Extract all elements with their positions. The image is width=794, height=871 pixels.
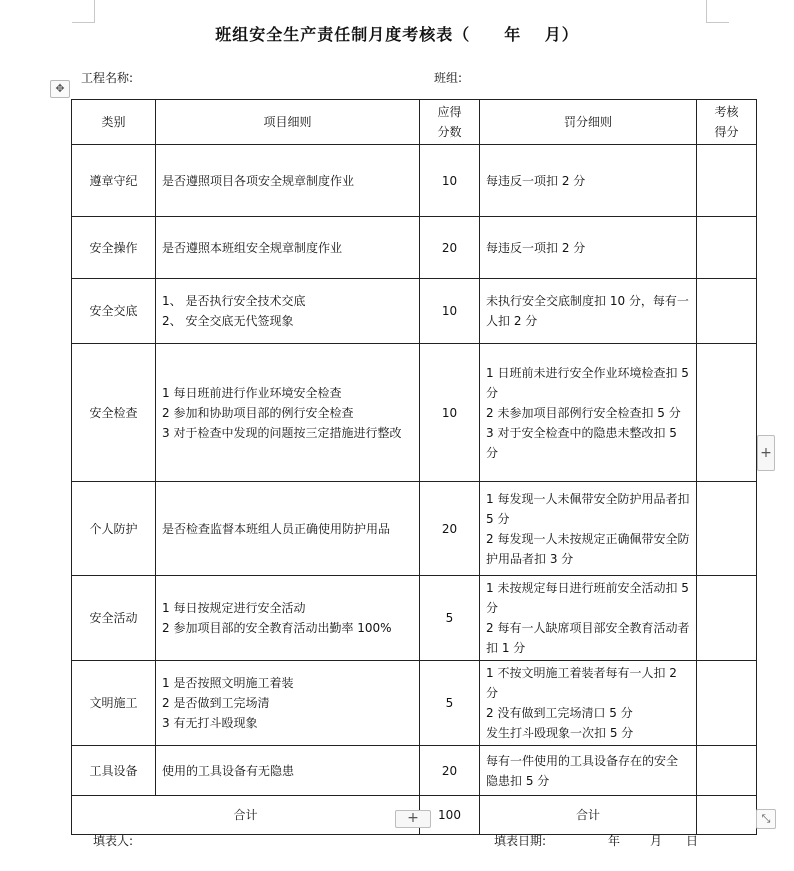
items-cell (156, 344, 420, 482)
penalty-line: 每违反一项扣 2 分 (486, 173, 586, 188)
table-row (72, 344, 757, 482)
penalty-line: 隐患扣 5 分 (486, 773, 550, 788)
item-line: 是否遵照本班组安全规章制度作业 (162, 240, 343, 255)
col-header-penalty: 罚分细则 (480, 100, 697, 145)
category-cell: 文明施工 (72, 661, 156, 746)
items-cell (156, 661, 420, 746)
items-cell (156, 482, 420, 576)
penalty-line: 每有一件使用的工具设备存在的安全 (486, 753, 679, 768)
penalty-line: 每违反一项扣 2 分 (486, 240, 586, 255)
table-row (72, 576, 757, 661)
move-icon[interactable]: ✥ (50, 80, 70, 98)
table-row (72, 279, 757, 344)
col-header-eval (697, 100, 757, 145)
penalty-line: 2 每发现一人未按规定正确佩带安全防 (486, 531, 690, 546)
penalty-line: 分 (486, 385, 499, 400)
col-header-score-line2: 分数 (437, 125, 462, 139)
item-line: 1 每日班前进行作业环境安全检查 (162, 385, 342, 400)
penalty-line: 5 分 (486, 511, 510, 526)
penalty-line: 2 未参加项目部例行安全检查扣 5 分 (486, 405, 681, 420)
penalty-line: 2 没有做到工完场清口 5 分 (486, 706, 633, 720)
items-cell (156, 279, 420, 344)
eval-score-cell[interactable] (697, 576, 757, 661)
items-cell (156, 576, 420, 661)
page-corner-mark-left (72, 0, 95, 23)
team-label: 班组: (434, 71, 463, 85)
item-line: 3 有无打斗殴现象 (162, 716, 258, 730)
penalty-line: 护用品者扣 3 分 (486, 551, 574, 566)
item-line: 1 每日按规定进行安全活动 (162, 601, 306, 615)
score-cell: 5 (420, 661, 480, 746)
table-row (72, 217, 757, 279)
eval-score-cell[interactable] (697, 482, 757, 576)
penalty-cell (480, 217, 697, 279)
date-day: 日 (686, 834, 699, 848)
eval-score-cell[interactable] (697, 145, 757, 217)
table-row (72, 482, 757, 576)
score-cell: 20 (420, 482, 480, 576)
penalty-line: 人扣 2 分 (486, 314, 538, 328)
col-header-eval-line1: 考核 (714, 105, 739, 119)
penalty-line: 扣 1 分 (486, 641, 526, 655)
penalty-cell (480, 344, 697, 482)
table-row (72, 746, 757, 796)
score-cell: 20 (420, 217, 480, 279)
table-row (72, 661, 757, 746)
add-row-plus-icon[interactable]: + (395, 810, 431, 828)
category-cell: 安全交底 (72, 279, 156, 344)
col-header-score (420, 100, 480, 145)
item-line: 使用的工具设备有无隐患 (162, 763, 295, 778)
items-cell (156, 145, 420, 217)
penalty-cell (480, 661, 697, 746)
resize-icon[interactable]: ⤡ (756, 809, 776, 829)
total-label-penalty: 合计 (480, 796, 697, 835)
total-label: 合计 (72, 796, 420, 835)
score-cell: 10 (420, 344, 480, 482)
penalty-line: 3 对于安全检查中的隐患未整改扣 5 分 (486, 425, 677, 460)
col-header-eval-line2: 得分 (714, 125, 739, 139)
item-line: 1 是否按照文明施工着装 (162, 676, 294, 690)
table-row (72, 145, 757, 217)
penalty-line: 1 不按文明施工着装者每有一人扣 2 分 (486, 666, 677, 700)
category-cell: 安全检查 (72, 344, 156, 482)
col-header-score-line1: 应得 (437, 105, 462, 119)
penalty-cell (480, 576, 697, 661)
page-title: 班组安全生产责任制月度考核表（ 年 月） (215, 25, 579, 44)
penalty-line: 2 每有一人缺席项目部安全教育活动者 (486, 621, 690, 635)
items-cell (156, 746, 420, 796)
add-column-plus-icon[interactable]: + (757, 435, 775, 471)
filler-label: 填表人: (93, 834, 134, 848)
project-name-label: 工程名称: (81, 71, 134, 85)
category-cell: 工具设备 (72, 746, 156, 796)
eval-score-cell[interactable] (697, 344, 757, 482)
page-corner-mark-right (706, 0, 729, 23)
penalty-line: 未执行安全交底制度扣 10 分，每有一 (486, 294, 689, 308)
total-score: 100 (420, 796, 480, 835)
penalty-line: 1 未按规定每日进行班前安全活动扣 5 (486, 581, 689, 595)
penalty-line: 1 每发现一人未佩带安全防护用品者扣 (486, 491, 690, 506)
item-line: 2 参加和协助项目部的例行安全检查 (162, 405, 354, 420)
assessment-table (71, 99, 757, 835)
category-cell: 安全活动 (72, 576, 156, 661)
table-header-row (72, 100, 757, 145)
col-header-items: 项目细则 (156, 100, 420, 145)
item-line: 2 参加项目部的安全教育活动出勤率 100% (162, 621, 392, 635)
penalty-cell (480, 482, 697, 576)
category-cell: 个人防护 (72, 482, 156, 576)
penalty-cell (480, 145, 697, 217)
penalty-line: 1 日班前未进行安全作业环境检查扣 5 (486, 365, 689, 380)
col-header-category: 类别 (72, 100, 156, 145)
score-cell: 10 (420, 145, 480, 217)
score-cell: 20 (420, 746, 480, 796)
score-cell: 10 (420, 279, 480, 344)
category-cell: 安全操作 (72, 217, 156, 279)
penalty-cell (480, 279, 697, 344)
item-line: 是否检查监督本班组人员正确使用防护用品 (162, 521, 391, 536)
date-month: 月 (650, 834, 663, 848)
category-cell: 遵章守纪 (72, 145, 156, 217)
items-cell (156, 217, 420, 279)
penalty-line: 发生打斗殴现象一次扣 5 分 (486, 726, 634, 740)
item-line: 2 是否做到工完场清 (162, 696, 270, 710)
item-line: 1、 是否执行安全技术交底 (162, 294, 306, 308)
date-label: 填表日期: (494, 834, 547, 848)
eval-score-cell[interactable] (697, 279, 757, 344)
date-year: 年 (608, 834, 621, 848)
eval-score-cell[interactable] (697, 746, 757, 796)
eval-score-cell[interactable] (697, 661, 757, 746)
eval-score-cell[interactable] (697, 217, 757, 279)
item-line: 是否遵照项目各项安全规章制度作业 (162, 173, 355, 188)
item-line: 2、 安全交底无代签现象 (162, 314, 294, 328)
score-cell: 5 (420, 576, 480, 661)
total-eval-cell[interactable] (697, 796, 757, 835)
item-line: 3 对于检查中发现的问题按三定措施进行整改 (162, 425, 402, 440)
penalty-line: 分 (486, 601, 499, 615)
penalty-cell (480, 746, 697, 796)
